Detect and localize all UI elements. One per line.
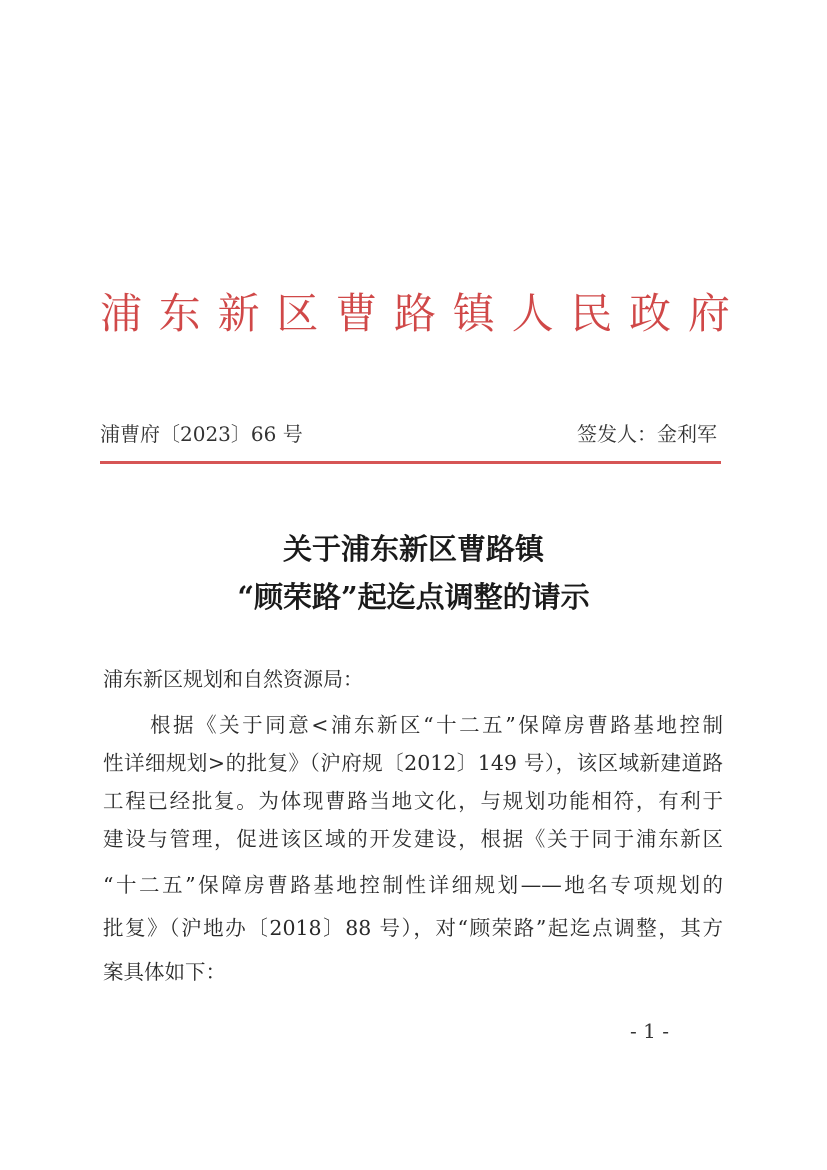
- header-char: 区: [276, 289, 319, 338]
- header-char: 曹: [335, 289, 378, 338]
- body-paragraph-line: 根据《关于同意<浦东新区“十二五”保障房曹路基地控制: [150, 713, 723, 737]
- document-title-line-2: “顾荣路”起迄点调整的请示: [237, 580, 590, 614]
- header-char: 浦: [100, 289, 143, 338]
- header-char: 人: [511, 289, 554, 338]
- header-char: 政: [629, 289, 672, 338]
- header-char: 东: [158, 289, 201, 338]
- issuer-signature-line: 签发人：金利军: [577, 422, 717, 446]
- body-paragraph-line: 案具体如下：: [103, 960, 226, 984]
- page-number: - 1 -: [630, 1019, 669, 1043]
- addressee: 浦东新区规划和自然资源局：: [103, 667, 363, 691]
- header-char: 府: [687, 289, 730, 338]
- header-char: 镇: [452, 289, 495, 338]
- body-paragraph-line: 批复》（沪地办〔2018〕88 号），对“顾荣路”起迄点调整，其方: [103, 916, 723, 940]
- body-paragraph-line: “十二五”保障房曹路基地控制性详细规划——地名专项规划的: [103, 873, 723, 897]
- body-paragraph-line: 工程已经批复。为体现曹路当地文化，与规划功能相符，有利于: [103, 789, 723, 813]
- document-number: 浦曹府〔2023〕66 号: [100, 422, 303, 446]
- body-paragraph-line: 建设与管理，促进该区域的开发建设，根据《关于同于浦东新区: [103, 827, 723, 851]
- body-paragraph-line: 性详细规划>的批复》（沪府规〔2012〕149 号），该区域新建道路: [103, 751, 723, 775]
- red-divider-line: [100, 461, 721, 464]
- header-char: 民: [570, 289, 613, 338]
- document-title-line-1: 关于浦东新区曹路镇: [282, 532, 544, 566]
- issuing-authority-header: [100, 283, 730, 339]
- header-char: 路: [393, 289, 436, 338]
- header-char: 新: [217, 289, 260, 338]
